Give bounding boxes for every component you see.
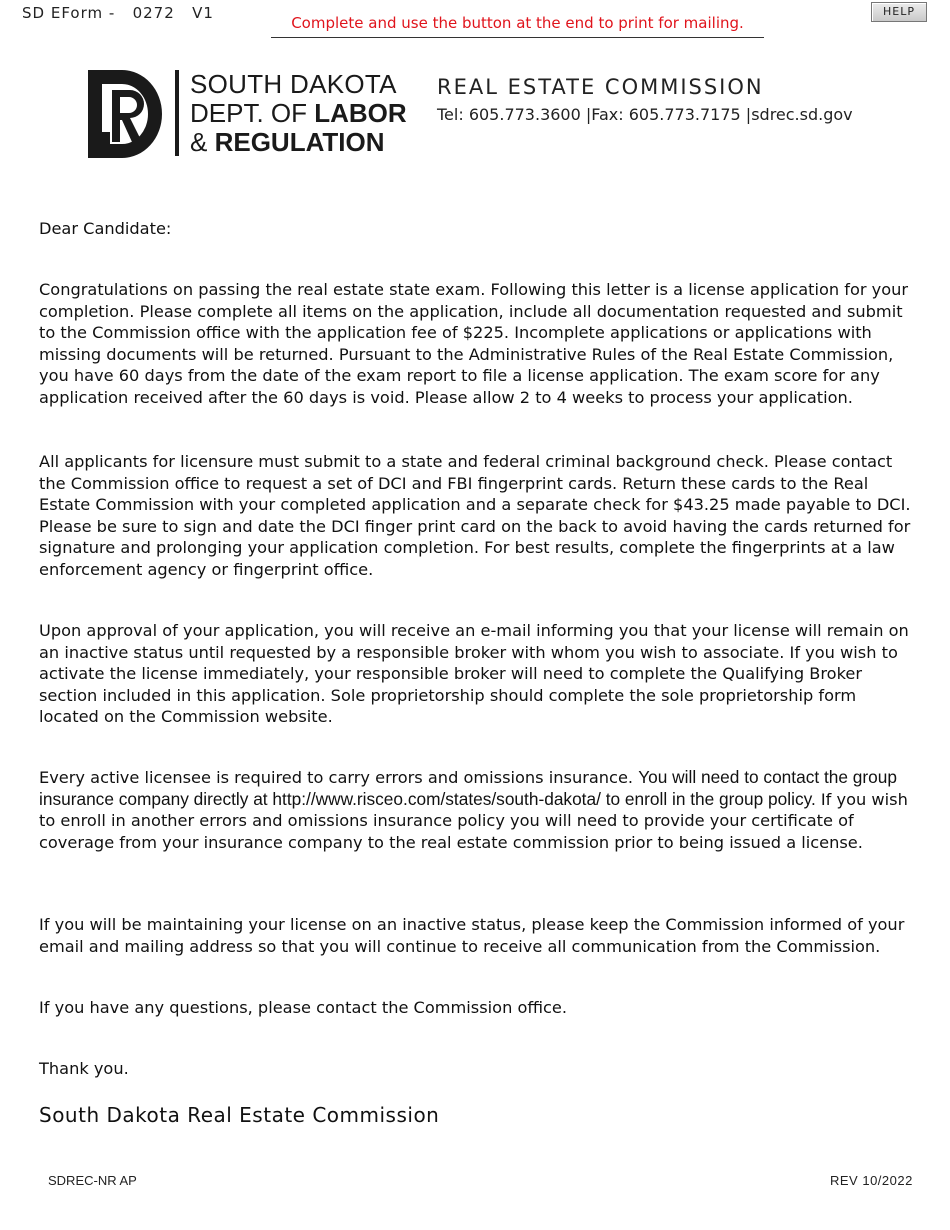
form-id: SD EForm - 0272 V1: [22, 4, 214, 22]
logo-text-regulation: [190, 128, 385, 156]
signature-line: South Dakota Real Estate Commission: [39, 1103, 440, 1127]
insurance-intro: Every active licensee is required to carry errors and omissions insurance.: [39, 768, 639, 787]
logo-ampersand: &: [190, 127, 215, 157]
footer-form-code: SDREC-NR AP: [48, 1173, 137, 1188]
agency-contact: Tel: 605.773.3600 |Fax: 605.773.7175 |sdrec.sd.gov: [437, 105, 853, 124]
logo-divider: [175, 70, 179, 156]
paragraph-background-check: All applicants for licensure must submit to a state and federal criminal background check. Please contact the Commission office to request a set of DCI and FBI fingerprint cards. Return these cards to the Real Estate Commission with your completed application and a separate check for $43.25 made payable to DCI. Please be sure to sign and date the DCI finger print card on the back to avoid having the cards returned for signature and prolonging your application completion. For best results, complete the fingerprints at a law enforcement agency or fingerprint office.: [39, 452, 911, 579]
insurance-alternative: If you wish to enroll in another errors and omissions insurance policy you will need to provide your certificate of coverage from your insurance company to the real estate commission prior to being issued a license.: [39, 789, 908, 852]
logo-regulation: REGULATION: [214, 127, 385, 157]
insurance-contact: You will need to contact the group insurance company directly at http://www.risceo.com/states/south-dakota/ to enroll in the group policy.: [39, 767, 897, 809]
salutation: Dear Candidate:: [39, 219, 172, 238]
agency-name: REAL ESTATE COMMISSION: [437, 75, 764, 99]
logo-text-dept-of-labor: [190, 99, 407, 127]
paragraph-questions: If you have any questions, please contact the Commission office.: [39, 998, 568, 1017]
paragraph-inactive: If you will be maintaining your license on an inactive status, please keep the Commission informed of your email and mailing address so that you will continue to receive all communication from the Commission.: [39, 915, 905, 956]
help-button[interactable]: HELP: [871, 2, 927, 22]
print-instruction: Complete and use the button at the end to print for mailing.: [271, 14, 764, 38]
paragraph-approval: Upon approval of your application, you will receive an e-mail informing you that your license will remain on an inactive status until requested by a responsible broker with whom you wish to associate. If you wish to activate the license immediately, your responsible broker will need to complete the Qualifying Broker section included in this application. Sole proprietorship should complete the sole proprietorship form located on the Commission website.: [39, 621, 909, 726]
paragraph-exam: Congratulations on passing the real estate state exam. Following this letter is a license application for your completion. Please complete all items on the application, include all documentation requested and submit to the Commission office with the application fee of $225. Incomplete applications or applications with missing documents will be returned. Pursuant to the Administrative Rules of the Real Estate Commission, you have 60 days from the date of the exam report to file a license application. The exam score for any application received after the 60 days is void. Please allow 2 to 4 weeks to process your application.: [39, 280, 909, 407]
logo-labor: LABOR: [314, 98, 407, 128]
closing: Thank you.: [39, 1059, 129, 1078]
logo-dept-prefix: DEPT. OF: [190, 98, 315, 128]
footer-revision: REV 10/2022: [830, 1173, 913, 1188]
paragraph-insurance: [39, 767, 919, 853]
dlr-logo-icon: [86, 68, 166, 160]
logo-text-south-dakota: SOUTH DAKOTA: [190, 69, 397, 99]
